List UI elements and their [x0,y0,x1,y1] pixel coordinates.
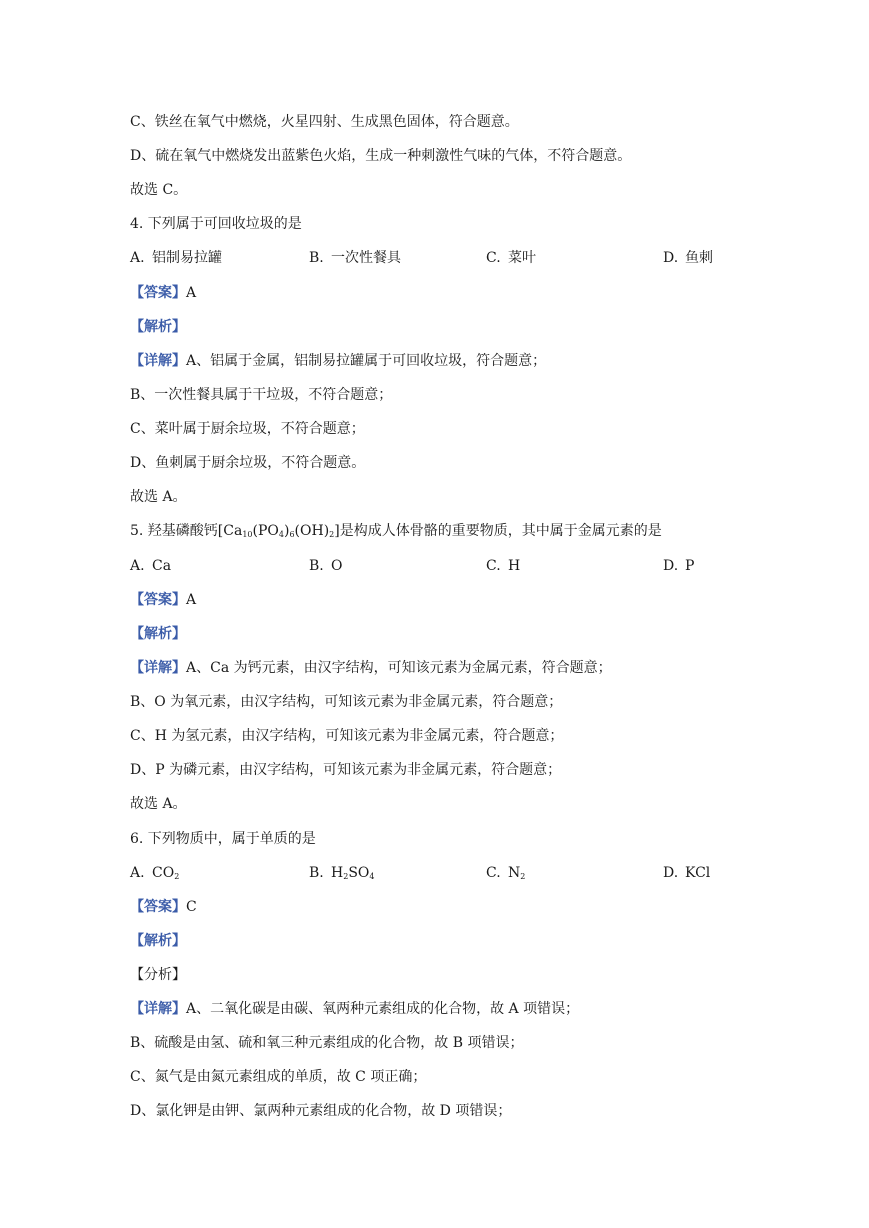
explanation-line-c: C、铁丝在氧气中燃烧，火星四射、生成黑色固体，符合题意。 [130,114,519,130]
option-a: A. $CO_2$ [130,865,180,881]
option-b: B. $H_2SO_4$ [309,865,375,881]
explanation-line-d: D、硫在氧气中燃烧发出蓝紫色火焰，生成一种刺激性气味的气体，不符合题意。 [130,148,632,164]
analysis-heading: 【解析】 [130,933,186,949]
answer-line: 【答案】C [130,899,197,915]
option-b: B. 一次性餐具 [309,250,401,266]
answer-line: 【答案】A [130,285,197,301]
option-b: B. O [309,558,343,574]
analyze-heading: 【分析】 [130,967,186,983]
choice-conclusion: 故选 A。 [130,489,187,505]
detail-line-a: 【详解】A、Ca 为钙元素，由汉字结构，可知该元素为金属元素，符合题意； [130,660,612,676]
detail-line-d: D、鱼刺属于厨余垃圾，不符合题意。 [130,455,366,471]
choice-conclusion: 故选 A。 [130,796,187,812]
analysis-heading: 【解析】 [130,319,186,335]
answer-line: 【答案】A [130,592,197,608]
question-4-stem: 4. 下列属于可回收垃圾的是 [130,216,302,232]
question-6-options [0,863,869,883]
detail-line-c: C、氮气是由氮元素组成的单质，故 C 项正确； [130,1069,427,1085]
option-d: D. P [663,558,695,574]
option-c: C. $N_2$ [486,865,526,881]
detail-line-d: D、氯化钾是由钾、氯两种元素组成的化合物，故 D 项错误； [130,1103,512,1119]
analysis-heading: 【解析】 [130,626,186,642]
option-d: D. KCl [663,865,711,881]
question-4-options [0,248,869,268]
detail-line-d: D、P 为磷元素，由汉字结构，可知该元素为非金属元素，符合题意； [130,762,562,778]
question-5-stem: 5. 羟基磷酸钙$[Ca_{10}(PO_4)_6(OH)_2]$是构成人体骨骼的重要物质，其中属于金属元素的是 [130,523,662,539]
option-a: A. 铝制易拉罐 [130,250,222,266]
detail-line-b: B、O 为氧元素，由汉字结构，可知该元素为非金属元素，符合题意； [130,694,563,710]
detail-line-a: 【详解】A、铝属于金属，铝制易拉罐属于可回收垃圾，符合题意； [130,353,547,369]
detail-line-b: B、一次性餐具属于干垃圾，不符合题意； [130,387,393,403]
question-6-stem: 6. 下列物质中，属于单质的是 [130,831,316,847]
detail-line-c: C、菜叶属于厨余垃圾，不符合题意； [130,421,365,437]
detail-line-c: C、H 为氢元素，由汉字结构，可知该元素为非金属元素，符合题意； [130,728,564,744]
option-c: C. 菜叶 [486,250,536,266]
option-c: C. H [486,558,521,574]
detail-line-a: 【详解】A、二氧化碳是由碳、氧两种元素组成的化合物，故 A 项错误； [130,1001,580,1017]
question-5-options [0,556,869,576]
choice-conclusion: 故选 C。 [130,182,188,198]
option-a: A. Ca [130,558,172,574]
option-d: D. 鱼刺 [663,250,713,266]
detail-line-b: B、硫酸是由氢、硫和氧三种元素组成的化合物，故 B 项错误； [130,1035,524,1051]
